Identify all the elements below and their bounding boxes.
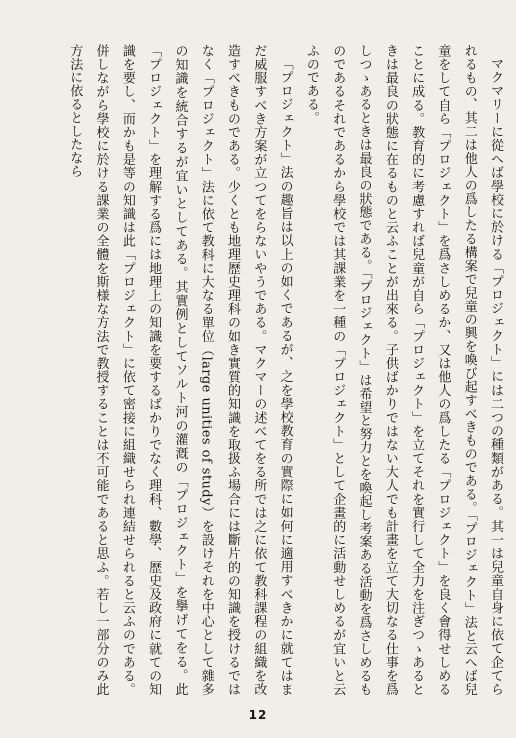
vertical-text-body xyxy=(26,44,508,696)
paragraph-1: マクマリーに從へば學校に於ける「プロジェクト」には二つの種類がある。其一は兒童自身に依て企てられるもの、其二は他人の爲したる構案で兒童の興を喚び起すべきものである。「プロジェクト」法と云へば兒童をして自ら「プロジェクト」を爲さしめるか、又は他人の爲したる「プロジェクト」を良く會得せしめることに成る。教育的に考慮すれば兒童が自ら「プロジェクト」を立てそれを實行して全力を注ぎつゝあるときは最良の狀態に在るものと云ふことが出來る。子供ばかりではない大人でも計畫を立て大切なる仕事を爲しつゝあるときは最良の狀態である。「プロジェクト」は希望と努力とを喚起し考案ある活動を爲さしめるものであるそれであるから學校では其課業を一種の「プロジェクト」として企畫的に活動せしめるが宜いと云ふのである。 xyxy=(303,44,503,696)
paragraph-2: 「プロジェクト」法の趣旨は以上の如くであるが、之を學校教育の實際に如何に適用すべきかに就てはまだ威服すべき方案が立つてをらないやうである。マクマーの述べてをる所では之に依て教科課程の組織を改造すべきものである。少くとも地理歷史理科の如き實質的知識を取扱ふ場合には斷片的の知識を授けるではなく「プロジェクト」法に依て教科に大なる單位（large unities of study）を設けそれを中心として雜多の知識を統合するが宜いとしてある。其實例としてソルト河の灌漑の「プロジェクト」を擧げてをる。此「プロジェクト」を理解する爲には地理上の知識を要するばかりでなく理科、數學、歷史及政府に就ての知識を要し、而かも是等の知識は此「プロジェクト」に依て密接に組織せられ連結せられると云ふのである。併しながら學校に於ける課業の全體を斯様な方法で教授することは不可能であると思ふ。若し一部分のみ此方法に依るとしたなら xyxy=(67,44,293,696)
page-number: 12 xyxy=(248,708,268,722)
